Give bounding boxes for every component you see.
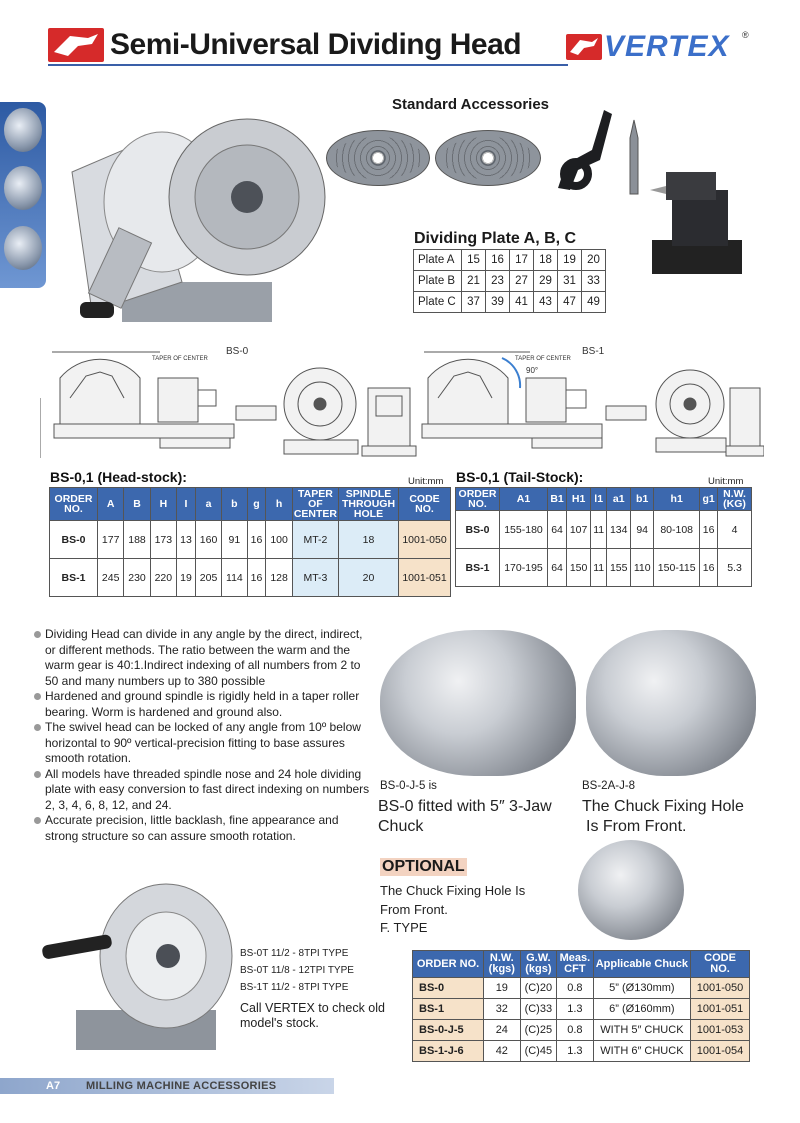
cell: 230 bbox=[124, 559, 150, 597]
hole-count: 43 bbox=[534, 292, 558, 313]
cell: 6” (Ø160mm) bbox=[593, 999, 690, 1020]
page-number: A7 bbox=[46, 1080, 61, 1092]
hole-count: 18 bbox=[534, 250, 558, 271]
list-item bbox=[34, 689, 374, 720]
plate-label: Plate A bbox=[414, 250, 462, 271]
cell: 128 bbox=[266, 559, 292, 597]
cell: 160 bbox=[195, 521, 221, 559]
bullet-icon bbox=[34, 693, 41, 700]
right-photo-caption-1: The Chuck Fixing Hole bbox=[582, 798, 744, 815]
cell: 16 bbox=[700, 511, 718, 549]
cell: 150 bbox=[567, 549, 591, 587]
list-item bbox=[34, 767, 374, 814]
tpi-type-line: BS-0T 11/2 - 8TPI TYPE bbox=[240, 948, 349, 959]
col-header: Applicable Chuck bbox=[593, 951, 690, 978]
dividing-plate-table bbox=[413, 249, 606, 313]
cell: 245 bbox=[98, 559, 124, 597]
col-header: TAPER OF CENTER bbox=[293, 488, 337, 520]
cell: 4 bbox=[718, 511, 752, 549]
cell: 20 bbox=[339, 559, 399, 597]
optional-heading: OPTIONAL bbox=[382, 858, 465, 875]
table-row bbox=[456, 511, 752, 549]
list-item bbox=[34, 813, 374, 844]
cell: 107 bbox=[567, 511, 591, 549]
table-header-row bbox=[456, 488, 752, 511]
head-stock-unit: Unit:mm bbox=[408, 476, 444, 487]
hole-count: 31 bbox=[558, 271, 582, 292]
col-header: G.W. (kgs) bbox=[520, 951, 557, 978]
list-item bbox=[34, 720, 374, 767]
col-header: h bbox=[266, 488, 292, 521]
hole-count: 19 bbox=[558, 250, 582, 271]
code-no: 1001-054 bbox=[691, 1041, 750, 1062]
order-no: BS-1 bbox=[456, 549, 500, 587]
col-header: B bbox=[124, 488, 150, 521]
thumbnail-image bbox=[4, 108, 42, 152]
taper-label: TAPER OF CENTER bbox=[152, 356, 208, 362]
order-no: BS-0 bbox=[456, 511, 500, 549]
code-no: 1001-051 bbox=[399, 559, 451, 597]
col-header: a1 bbox=[607, 488, 631, 511]
hole-count: 17 bbox=[510, 250, 534, 271]
col-header: ORDER NO. bbox=[456, 488, 500, 511]
cell: MT-2 bbox=[292, 521, 338, 559]
cell: 11 bbox=[591, 549, 607, 587]
hole-count: 15 bbox=[462, 250, 486, 271]
col-header: SPINDLE THROUGH HOLE bbox=[339, 488, 399, 521]
feature-text: The swivel head can be locked of any angle from 10º below horizontal to 90º vertical-precision fitting to base assures smooth rotation. bbox=[45, 720, 361, 765]
hole-count: 16 bbox=[486, 250, 510, 271]
cell: MT-3 bbox=[292, 559, 338, 597]
col-header: B1 bbox=[548, 488, 567, 511]
cell: 155-180 bbox=[500, 511, 548, 549]
cell: 91 bbox=[222, 521, 247, 559]
list-item bbox=[34, 627, 374, 689]
code-no: 1001-051 bbox=[691, 999, 750, 1020]
cell: 16 bbox=[700, 549, 718, 587]
left-photo-caption: BS-0 fitted with 5″ 3-Jaw Chuck bbox=[378, 798, 552, 835]
hole-count: 37 bbox=[462, 292, 486, 313]
cell: 205 bbox=[195, 559, 221, 597]
cell: 18 bbox=[339, 521, 399, 559]
side-tab-thumbnails bbox=[0, 102, 46, 288]
cell: 5.3 bbox=[718, 549, 752, 587]
order-no: BS-0 bbox=[50, 521, 98, 559]
technical-drawings bbox=[40, 348, 764, 464]
hole-count: 20 bbox=[582, 250, 606, 271]
table-row bbox=[413, 999, 750, 1020]
drawing-label-bs1: BS-1 bbox=[582, 346, 605, 357]
cell: 16 bbox=[247, 521, 266, 559]
cell: 19 bbox=[484, 978, 521, 999]
cell: 177 bbox=[98, 521, 124, 559]
cell: 155 bbox=[607, 549, 631, 587]
hole-count: 23 bbox=[486, 271, 510, 292]
col-header: H bbox=[150, 488, 176, 521]
hole-count: 21 bbox=[462, 271, 486, 292]
cell: 64 bbox=[548, 511, 567, 549]
code-no: 1001-050 bbox=[399, 521, 451, 559]
col-header: ORDER NO. bbox=[50, 488, 98, 521]
cell: 220 bbox=[150, 559, 176, 597]
cell: 188 bbox=[124, 521, 150, 559]
col-header: ORDER NO. bbox=[413, 951, 484, 978]
thumbnail-image bbox=[4, 226, 42, 270]
center-point-image bbox=[624, 118, 644, 198]
optional-line: F. TYPE bbox=[380, 920, 428, 935]
order-no: BS-0 bbox=[413, 978, 484, 999]
eagle-logo bbox=[48, 28, 104, 62]
cell: 1.3 bbox=[557, 1041, 594, 1062]
cell: 173 bbox=[150, 521, 176, 559]
cell: 19 bbox=[177, 559, 196, 597]
table-header-row bbox=[50, 488, 451, 521]
cell: 1.3 bbox=[557, 999, 594, 1020]
col-header: A bbox=[98, 488, 124, 521]
registered-mark: ® bbox=[742, 30, 749, 40]
table-header-row bbox=[413, 951, 750, 978]
feature-list bbox=[34, 627, 374, 844]
f-type-chuck-photo bbox=[578, 840, 684, 940]
brand-logo-mark bbox=[566, 34, 602, 60]
col-header: H1 bbox=[567, 488, 591, 511]
table-row bbox=[456, 549, 752, 587]
optional-line: From Front. bbox=[380, 902, 448, 917]
hole-count: 49 bbox=[582, 292, 606, 313]
bs2a-chuck-photo bbox=[586, 630, 756, 776]
cell: 11 bbox=[591, 511, 607, 549]
cell: (C)33 bbox=[520, 999, 557, 1020]
col-header: I bbox=[177, 488, 196, 521]
cell: 24 bbox=[484, 1020, 521, 1041]
accessories-title: Standard Accessories bbox=[392, 96, 550, 113]
feature-text: Dividing Head can divide in any angle by the direct, indirect, or different methods. The ratio between the warm and the warm gear is 40:1.Indirect indexing of all numbers from 2 to 50 and many numbers up to 380 possible bbox=[45, 627, 363, 688]
feature-text: All models have threaded spindle nose and 24 hole dividing plate with easy conversion to fast direct indexing on numbers 2, 3, 4, 6, 8, 12, and 24. bbox=[45, 766, 370, 812]
cell: 0.8 bbox=[557, 1020, 594, 1041]
plate-label: Plate B bbox=[414, 271, 462, 292]
feature-text: Hardened and ground spindle is rigidly held in a taper roller bearing. Worm is hardened and ground also. bbox=[45, 689, 360, 719]
tail-stock-image bbox=[646, 160, 746, 284]
table-row bbox=[413, 1041, 750, 1062]
order-no: BS-1-J-6 bbox=[413, 1041, 484, 1062]
cell: 42 bbox=[484, 1041, 521, 1062]
table-row bbox=[414, 250, 606, 271]
call-vertex-note: Call VERTEX to check old model's stock. bbox=[240, 1001, 385, 1030]
tail-stock-title: BS-0,1 (Tail-Stock): bbox=[456, 469, 584, 485]
hole-count: 33 bbox=[582, 271, 606, 292]
col-header: A1 bbox=[500, 488, 548, 511]
hole-count: 27 bbox=[510, 271, 534, 292]
plate-label: Plate C bbox=[414, 292, 462, 313]
title-underline bbox=[48, 64, 568, 66]
taper-label: TAPER OF CENTER bbox=[515, 356, 571, 362]
driving-dog-image bbox=[548, 104, 618, 194]
code-no: 1001-053 bbox=[691, 1020, 750, 1041]
cell: 150-115 bbox=[654, 549, 700, 587]
dividing-plate-title: Dividing Plate A, B, C bbox=[414, 230, 577, 247]
angle-label: 90° bbox=[526, 366, 539, 375]
bullet-icon bbox=[34, 771, 41, 778]
table-row bbox=[414, 292, 606, 313]
hole-count: 41 bbox=[510, 292, 534, 313]
col-header: CODE NO. bbox=[691, 951, 750, 978]
left-photo-code: BS-0-J-5 is bbox=[380, 780, 437, 792]
bullet-icon bbox=[34, 724, 41, 731]
dividing-head-t-type-photo bbox=[36, 880, 236, 1060]
cell: 16 bbox=[247, 559, 266, 597]
table-row bbox=[50, 521, 451, 559]
order-no: BS-0-J-5 bbox=[413, 1020, 484, 1041]
page-title: Semi-Universal Dividing Head bbox=[110, 28, 522, 61]
tail-stock-table bbox=[455, 487, 752, 587]
col-header: b bbox=[222, 488, 247, 521]
cell: (C)20 bbox=[520, 978, 557, 999]
dividing-head-photo bbox=[62, 82, 328, 332]
table-row bbox=[413, 1020, 750, 1041]
cell: 110 bbox=[631, 549, 654, 587]
order-no: BS-1 bbox=[50, 559, 98, 597]
cell: 134 bbox=[607, 511, 631, 549]
cell: 80-108 bbox=[654, 511, 700, 549]
cell: WITH 5″ CHUCK bbox=[593, 1020, 690, 1041]
col-header: N.W. (kgs) bbox=[484, 951, 521, 978]
tpi-type-line: BS-1T 11/2 - 8TPI TYPE bbox=[240, 982, 349, 993]
table-row bbox=[414, 271, 606, 292]
col-header: Meas. CFT bbox=[557, 951, 594, 978]
dividing-plate-image bbox=[326, 130, 430, 186]
cell: 5” (Ø130mm) bbox=[593, 978, 690, 999]
cell: (C)45 bbox=[520, 1041, 557, 1062]
table-row bbox=[50, 559, 451, 597]
col-header: h1 bbox=[654, 488, 700, 511]
col-header: b1 bbox=[631, 488, 654, 511]
head-stock-title: BS-0,1 (Head-stock): bbox=[50, 469, 187, 485]
right-photo-caption-2: Is From Front. bbox=[586, 818, 687, 835]
cell: (C)25 bbox=[520, 1020, 557, 1041]
feature-text: Accurate precision, little backlash, fine appearance and strong structure so can assure smooth rotation. bbox=[45, 813, 339, 843]
footer-section-title: MILLING MACHINE ACCESSORIES bbox=[86, 1080, 277, 1092]
right-photo-code: BS-2A-J-8 bbox=[582, 780, 636, 792]
code-no: 1001-050 bbox=[691, 978, 750, 999]
bs0-chuck-photo bbox=[380, 630, 576, 776]
col-header: g1 bbox=[700, 488, 718, 511]
tpi-type-line: BS-0T 11/8 - 12TPI TYPE bbox=[240, 965, 354, 976]
cell: 114 bbox=[222, 559, 247, 597]
col-header: a bbox=[195, 488, 221, 521]
cell: 0.8 bbox=[557, 978, 594, 999]
dividing-plate-image bbox=[435, 130, 541, 186]
bullet-icon bbox=[34, 631, 41, 638]
col-header: N.W. (KG) bbox=[718, 488, 752, 511]
brand-name: VERTEX bbox=[604, 30, 730, 63]
tail-stock-unit: Unit:mm bbox=[708, 476, 744, 487]
col-header: g bbox=[247, 488, 266, 521]
head-stock-table bbox=[49, 487, 451, 597]
cell: 64 bbox=[548, 549, 567, 587]
col-header: CODE NO. bbox=[399, 488, 451, 521]
table-row bbox=[413, 978, 750, 999]
optional-chuck-table bbox=[412, 950, 750, 1062]
bullet-icon bbox=[34, 817, 41, 824]
cell: 32 bbox=[484, 999, 521, 1020]
hole-count: 29 bbox=[534, 271, 558, 292]
optional-line: The Chuck Fixing Hole Is bbox=[380, 883, 526, 898]
thumbnail-image bbox=[4, 166, 42, 210]
drawing-label-bs0: BS-0 bbox=[226, 346, 249, 357]
cell: 94 bbox=[631, 511, 654, 549]
hole-count: 39 bbox=[486, 292, 510, 313]
cell: WITH 6″ CHUCK bbox=[593, 1041, 690, 1062]
cell: 170-195 bbox=[500, 549, 548, 587]
order-no: BS-1 bbox=[413, 999, 484, 1020]
col-header: l1 bbox=[591, 488, 607, 511]
hole-count: 47 bbox=[558, 292, 582, 313]
cell: 13 bbox=[177, 521, 196, 559]
cell: 100 bbox=[266, 521, 292, 559]
